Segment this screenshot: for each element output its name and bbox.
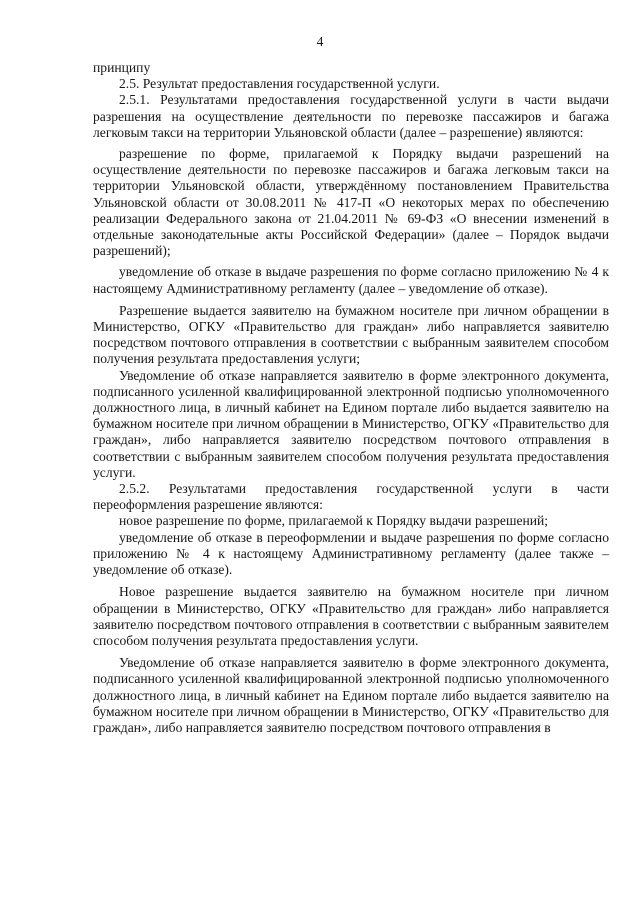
paragraph-refusal-delivery-2: Уведомление об отказе направляется заявителю в форме электронного документа, подписанного усиленной квалифицированной электронной подписью уполномоченного должностного лица, в личный кабинет на Едином портале либо выдается заявителю на бумажном носителе при личном обращении в Министерство, ОГКУ «Правительство для граждан», либо направляется заявителю посредством почтового отправления в [93,655,609,735]
paragraph-2-5-2: 2.5.2. Результатами предоставления государственной услуги в части переоформления разрешение являются: [93,481,609,513]
paragraph-refusal-delivery: Уведомление об отказе направляется заявителю в форме электронного документа, подписанного усиленной квалифицированной электронной подписью уполномоченного должностного лица, в личный кабинет на Едином портале либо выдается заявителю на бумажном носителе при личном обращении в Министерство, ОГКУ «Правительство для граждан», либо направляется заявителю посредством почтового отправления в соответствии с выбранным заявителем способом получения результата предоставления услуги. [93,367,609,480]
document-body [93,60,609,736]
section-heading-2-5: 2.5. Результат предоставления государственной услуги. [119,76,440,92]
paragraph-new-permit: новое разрешение по форме, прилагаемой к Порядку выдачи разрешений; [119,513,549,529]
paragraph-refusal-notice: уведомление об отказе в выдаче разрешения по форме согласно приложению № 4 к настоящему Административному регламенту (далее – уведомление об отказе). [93,264,609,296]
page-number: 4 [316,34,324,49]
paragraph-permit: разрешение по форме, прилагаемой к Порядку выдачи разрешений на осуществление деятельности по перевозке пассажиров и багажа легковым такси на территории Ульяновской области, утверждённому постановлением Правительства Ульяновской области от 30.08.2011 № 417-П «О некоторых мерах по обеспечению реализации Федерального закона от 21.04.2011 № 69-ФЗ «О внесении изменений в отдельные законодательные акты Российской Федерации» (далее – Порядок выдачи разрешений); [93,146,609,259]
paragraph-permit-delivery: Разрешение выдается заявителю на бумажном носителе при личном обращении в Министерство, ОГКУ «Правительство для граждан» либо направляется заявителю посредством почтового отправления в соответствии с выбранным заявителем способом получения результата предоставления услуги; [93,302,609,367]
paragraph-2-5-1: 2.5.1. Результатами предоставления государственной услуги в части выдачи разрешения на осуществление деятельности по перевозке пассажиров и багажа легковым такси на территории Ульяновской области (далее – разрешение) являются: [93,92,609,140]
paragraph-new-permit-delivery: Новое разрешение выдается заявителю на бумажном носителе при личном обращении в Министерство, ОГКУ «Правительство для граждан» либо направляется заявителю посредством почтового отправления в соответствии с выбранным заявителем способом получения результата предоставления услуги. [93,584,609,648]
paragraph-continuation: принципу [93,60,151,75]
paragraph-reissue-refusal: уведомление об отказе в переоформлении и выдаче разрешения по форме согласно приложению № 4 к настоящему Административному регламенту (далее также – уведомление об отказе). [93,529,609,578]
